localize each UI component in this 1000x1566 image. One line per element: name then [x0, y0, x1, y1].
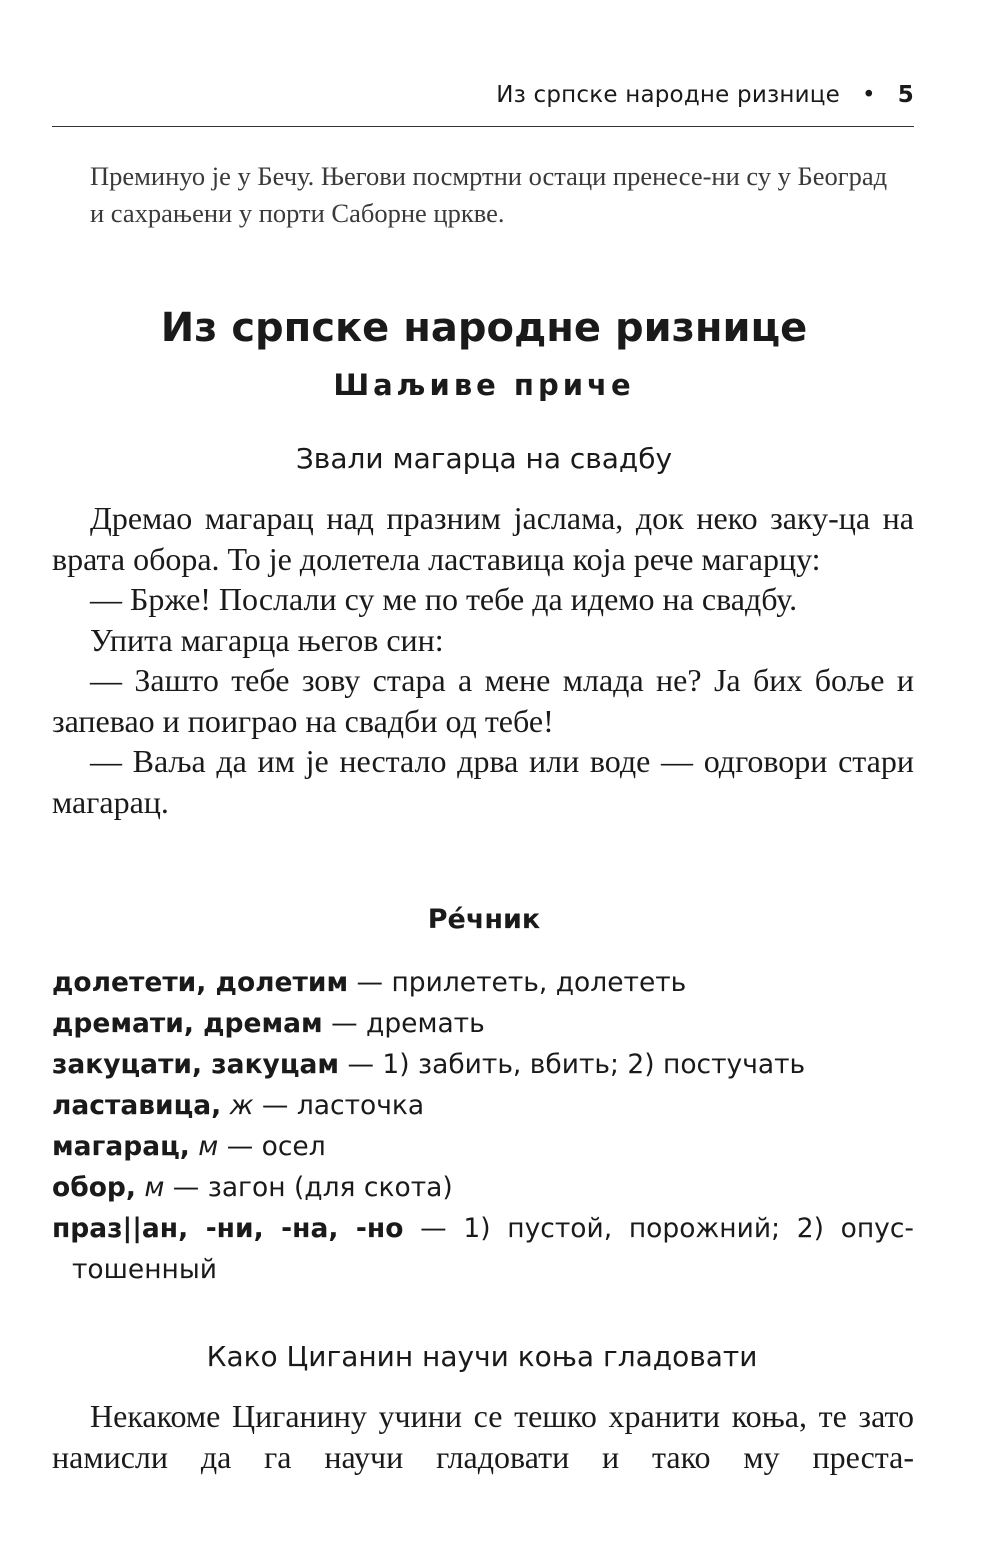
story-body: [52, 498, 914, 822]
dictionary-entry: [52, 1208, 914, 1290]
section-subtitle: Шаљиве приче: [333, 368, 635, 402]
entry-term: обор,: [52, 1172, 136, 1203]
dictionary-title: Ре́чник: [427, 904, 541, 935]
entry-gender: м: [135, 1172, 165, 1203]
entry-definition: — загон (для скота): [164, 1172, 453, 1203]
story-body: [52, 1396, 914, 1477]
story-paragraph: — Брже! Послали су ме по тебе да идемо на свадбу.: [90, 581, 798, 617]
separator-dot: •: [862, 82, 876, 108]
entry-term: долетети, долетим: [52, 967, 349, 998]
dictionary-entry: [52, 1085, 914, 1126]
dictionary-entry: [52, 1044, 914, 1085]
dictionary-entry: [52, 1126, 914, 1167]
entry-definition: — осел: [218, 1131, 326, 1162]
header-rule: [52, 126, 914, 127]
intro-paragraph: [90, 158, 890, 232]
story-paragraph: Некакоме Циганину учини се тешко хранити коња, те зато намисли да га научи гладовати и тако му преста-: [52, 1398, 914, 1475]
entry-term: дремати, дремам: [52, 1008, 323, 1039]
dictionary: [52, 962, 914, 1290]
story-paragraph: — Зашто тебе зову стара а мене млада не? Ја бих боље и запевао и поиграо на свадби од тебе!: [52, 662, 914, 739]
entry-definition: — прилететь, долететь: [348, 967, 687, 998]
story-paragraph: Дремао магарац над празним јаслама, док неко заку-ца на врата обора. То је долетела ластавица која рече магарцу:: [52, 500, 914, 577]
entry-term: праз||ан, -ни, -на, -но: [52, 1213, 404, 1244]
dictionary-entry: [52, 962, 914, 1003]
entry-definition: — 1) пустой, порожний; 2) опус-тошенный: [72, 1213, 914, 1285]
section-title: Из српске народне ризнице: [160, 305, 808, 351]
entry-term: ластавица,: [52, 1090, 222, 1121]
entry-gender: м: [189, 1131, 219, 1162]
entry-gender: ж: [221, 1090, 254, 1121]
running-head: [496, 82, 914, 108]
story-paragraph: — Ваља да им је нестало дрва или воде — одговори стари магарац.: [52, 743, 914, 820]
page-number: 5: [897, 82, 914, 108]
entry-definition: — дремать: [322, 1008, 485, 1039]
entry-term: закуцати, закуцам: [52, 1049, 340, 1080]
intro-text: Преминуо је у Бечу. Његови посмртни остаци пренесе-ни су у Београд и сахрањени у порти Саборне цркве.: [90, 161, 888, 228]
dictionary-entry: [52, 1003, 914, 1044]
entry-definition: — ласточка: [253, 1090, 425, 1121]
story-title: Звали магарца на свадбу: [295, 442, 673, 475]
entry-definition: — 1) забить, вбить; 2) постучать: [339, 1049, 806, 1080]
story-title: Како Циганин научи коња гладовати: [206, 1340, 758, 1373]
entry-term: магарац,: [52, 1131, 190, 1162]
story-paragraph: Упита магарца његов син:: [90, 621, 444, 658]
running-title: Из српске народне ризнице: [496, 82, 840, 108]
dictionary-entry: [52, 1167, 914, 1208]
